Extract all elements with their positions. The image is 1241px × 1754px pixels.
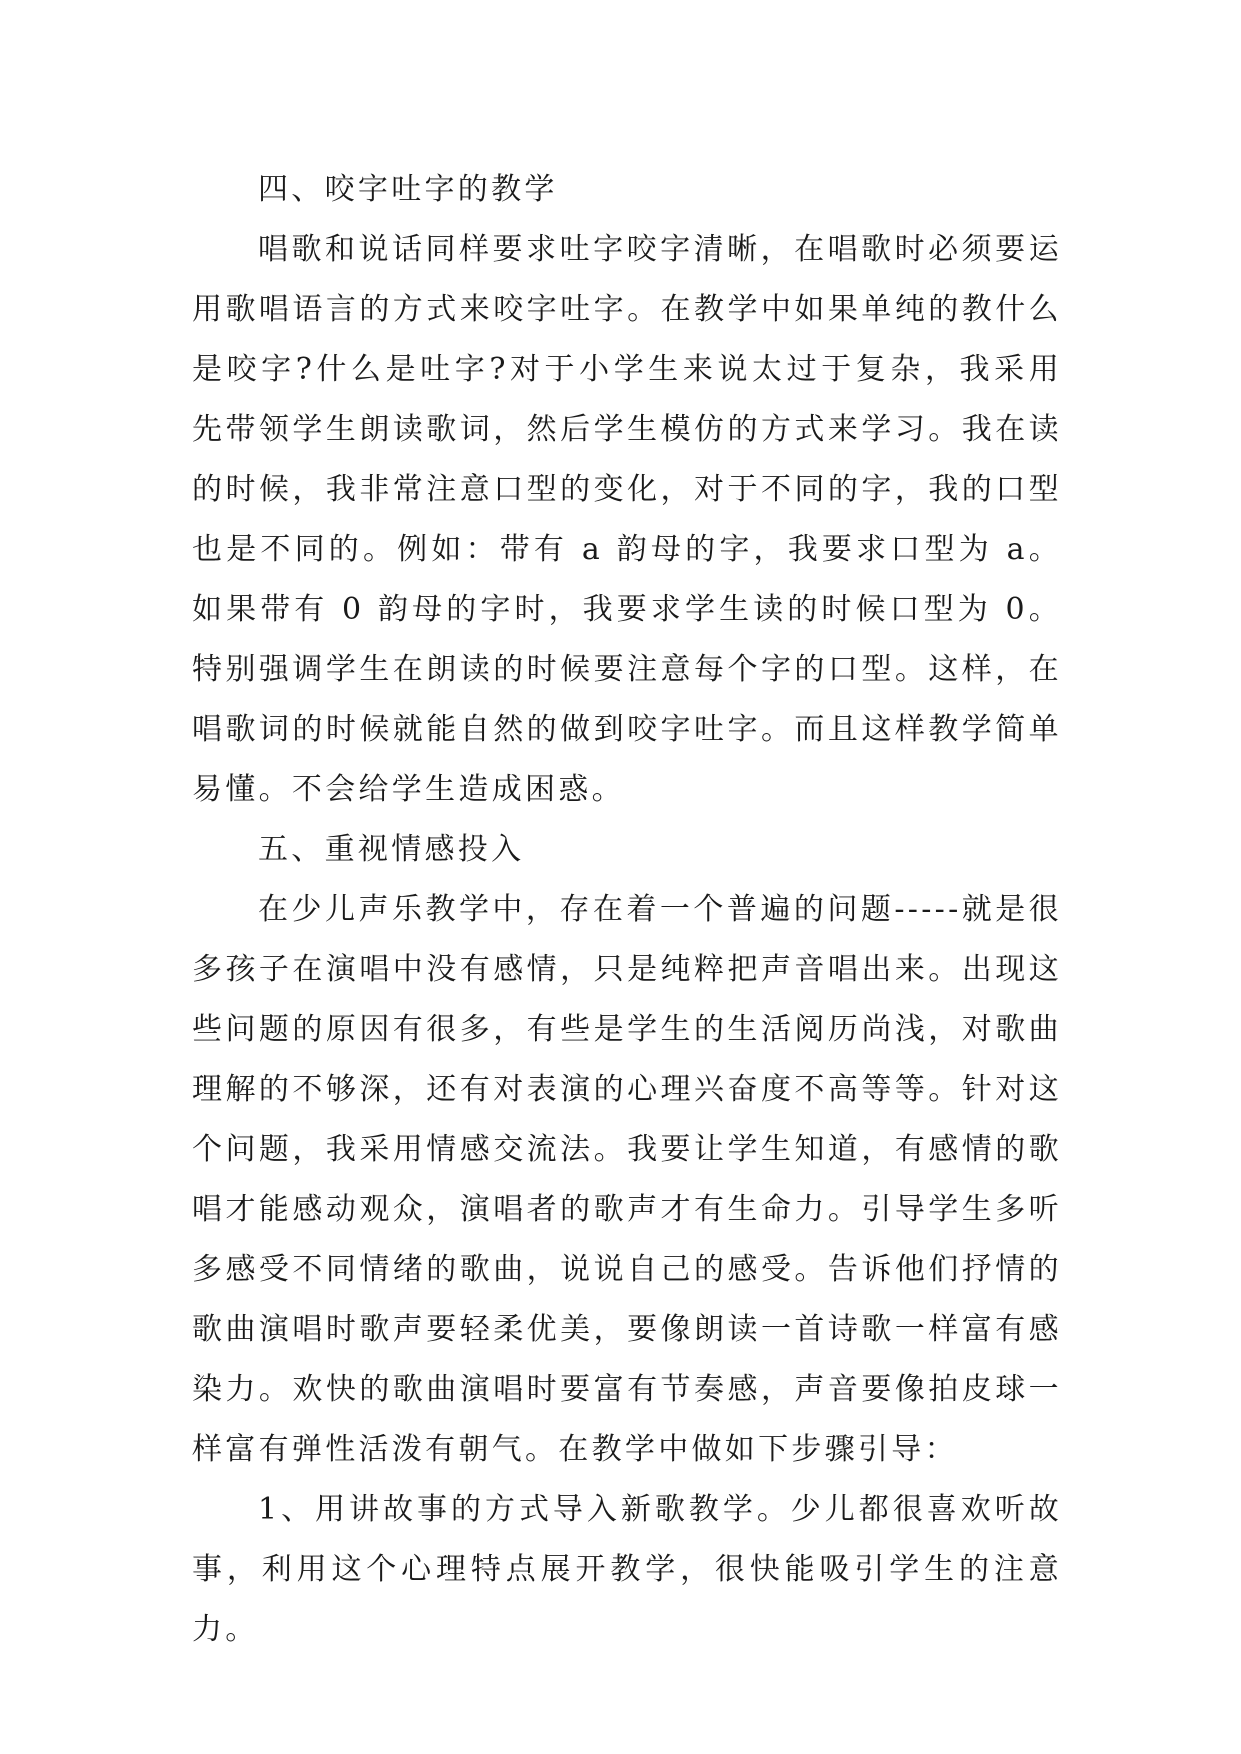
paragraph-articulation: 唱歌和说话同样要求吐字咬字清晰，在唱歌时必须要运用歌唱语言的方式来咬字吐字。在教学中如果单纯的教什么是咬字?什么是吐字?对于小学生来说太过于复杂，我采用先带领学生朗读歌词，然后学生模仿的方式来学习。我在读的时候，我非常注意口型的变化，对于不同的字，我的口型也是不同的。例如：带有 a 韵母的字，我要求口型为 a。如果带有 0 韵母的字时，我要求学生读的时候口型为 0。特别强调学生在朗读的时候要注意每个字的口型。这样，在唱歌词的时候就能自然的做到咬字吐字。而且这样教学简单易懂。不会给学生造成困惑。 — [192, 232, 1062, 807]
section-heading-5: 五、重视情感投入 — [258, 832, 525, 867]
section-heading-4: 四、咬字吐字的教学 — [258, 172, 558, 207]
paragraph-emotion: 在少儿声乐教学中，存在着一个普遍的问题-----就是很多孩子在演唱中没有感情，只是纯粹把声音唱出来。出现这些问题的原因有很多，有些是学生的生活阅历尚浅，对歌曲理解的不够深，还有对表演的心理兴奋度不高等等。针对这个问题，我采用情感交流法。我要让学生知道，有感情的歌唱才能感动观众，演唱者的歌声才有生命力。引导学生多听多感受不同情绪的歌曲，说说自己的感受。告诉他们抒情的歌曲演唱时歌声要轻柔优美，要像朗读一首诗歌一样富有感染力。欢快的歌曲演唱时要富有节奏感，声音要像拍皮球一样富有弹性活泼有朝气。在教学中做如下步骤引导： — [192, 892, 1062, 1467]
document-body — [192, 160, 1062, 1660]
paragraph-step-1: 1、用讲故事的方式导入新歌教学。少儿都很喜欢听故事，利用这个心理特点展开教学，很快能吸引学生的注意力。 — [192, 1492, 1062, 1647]
